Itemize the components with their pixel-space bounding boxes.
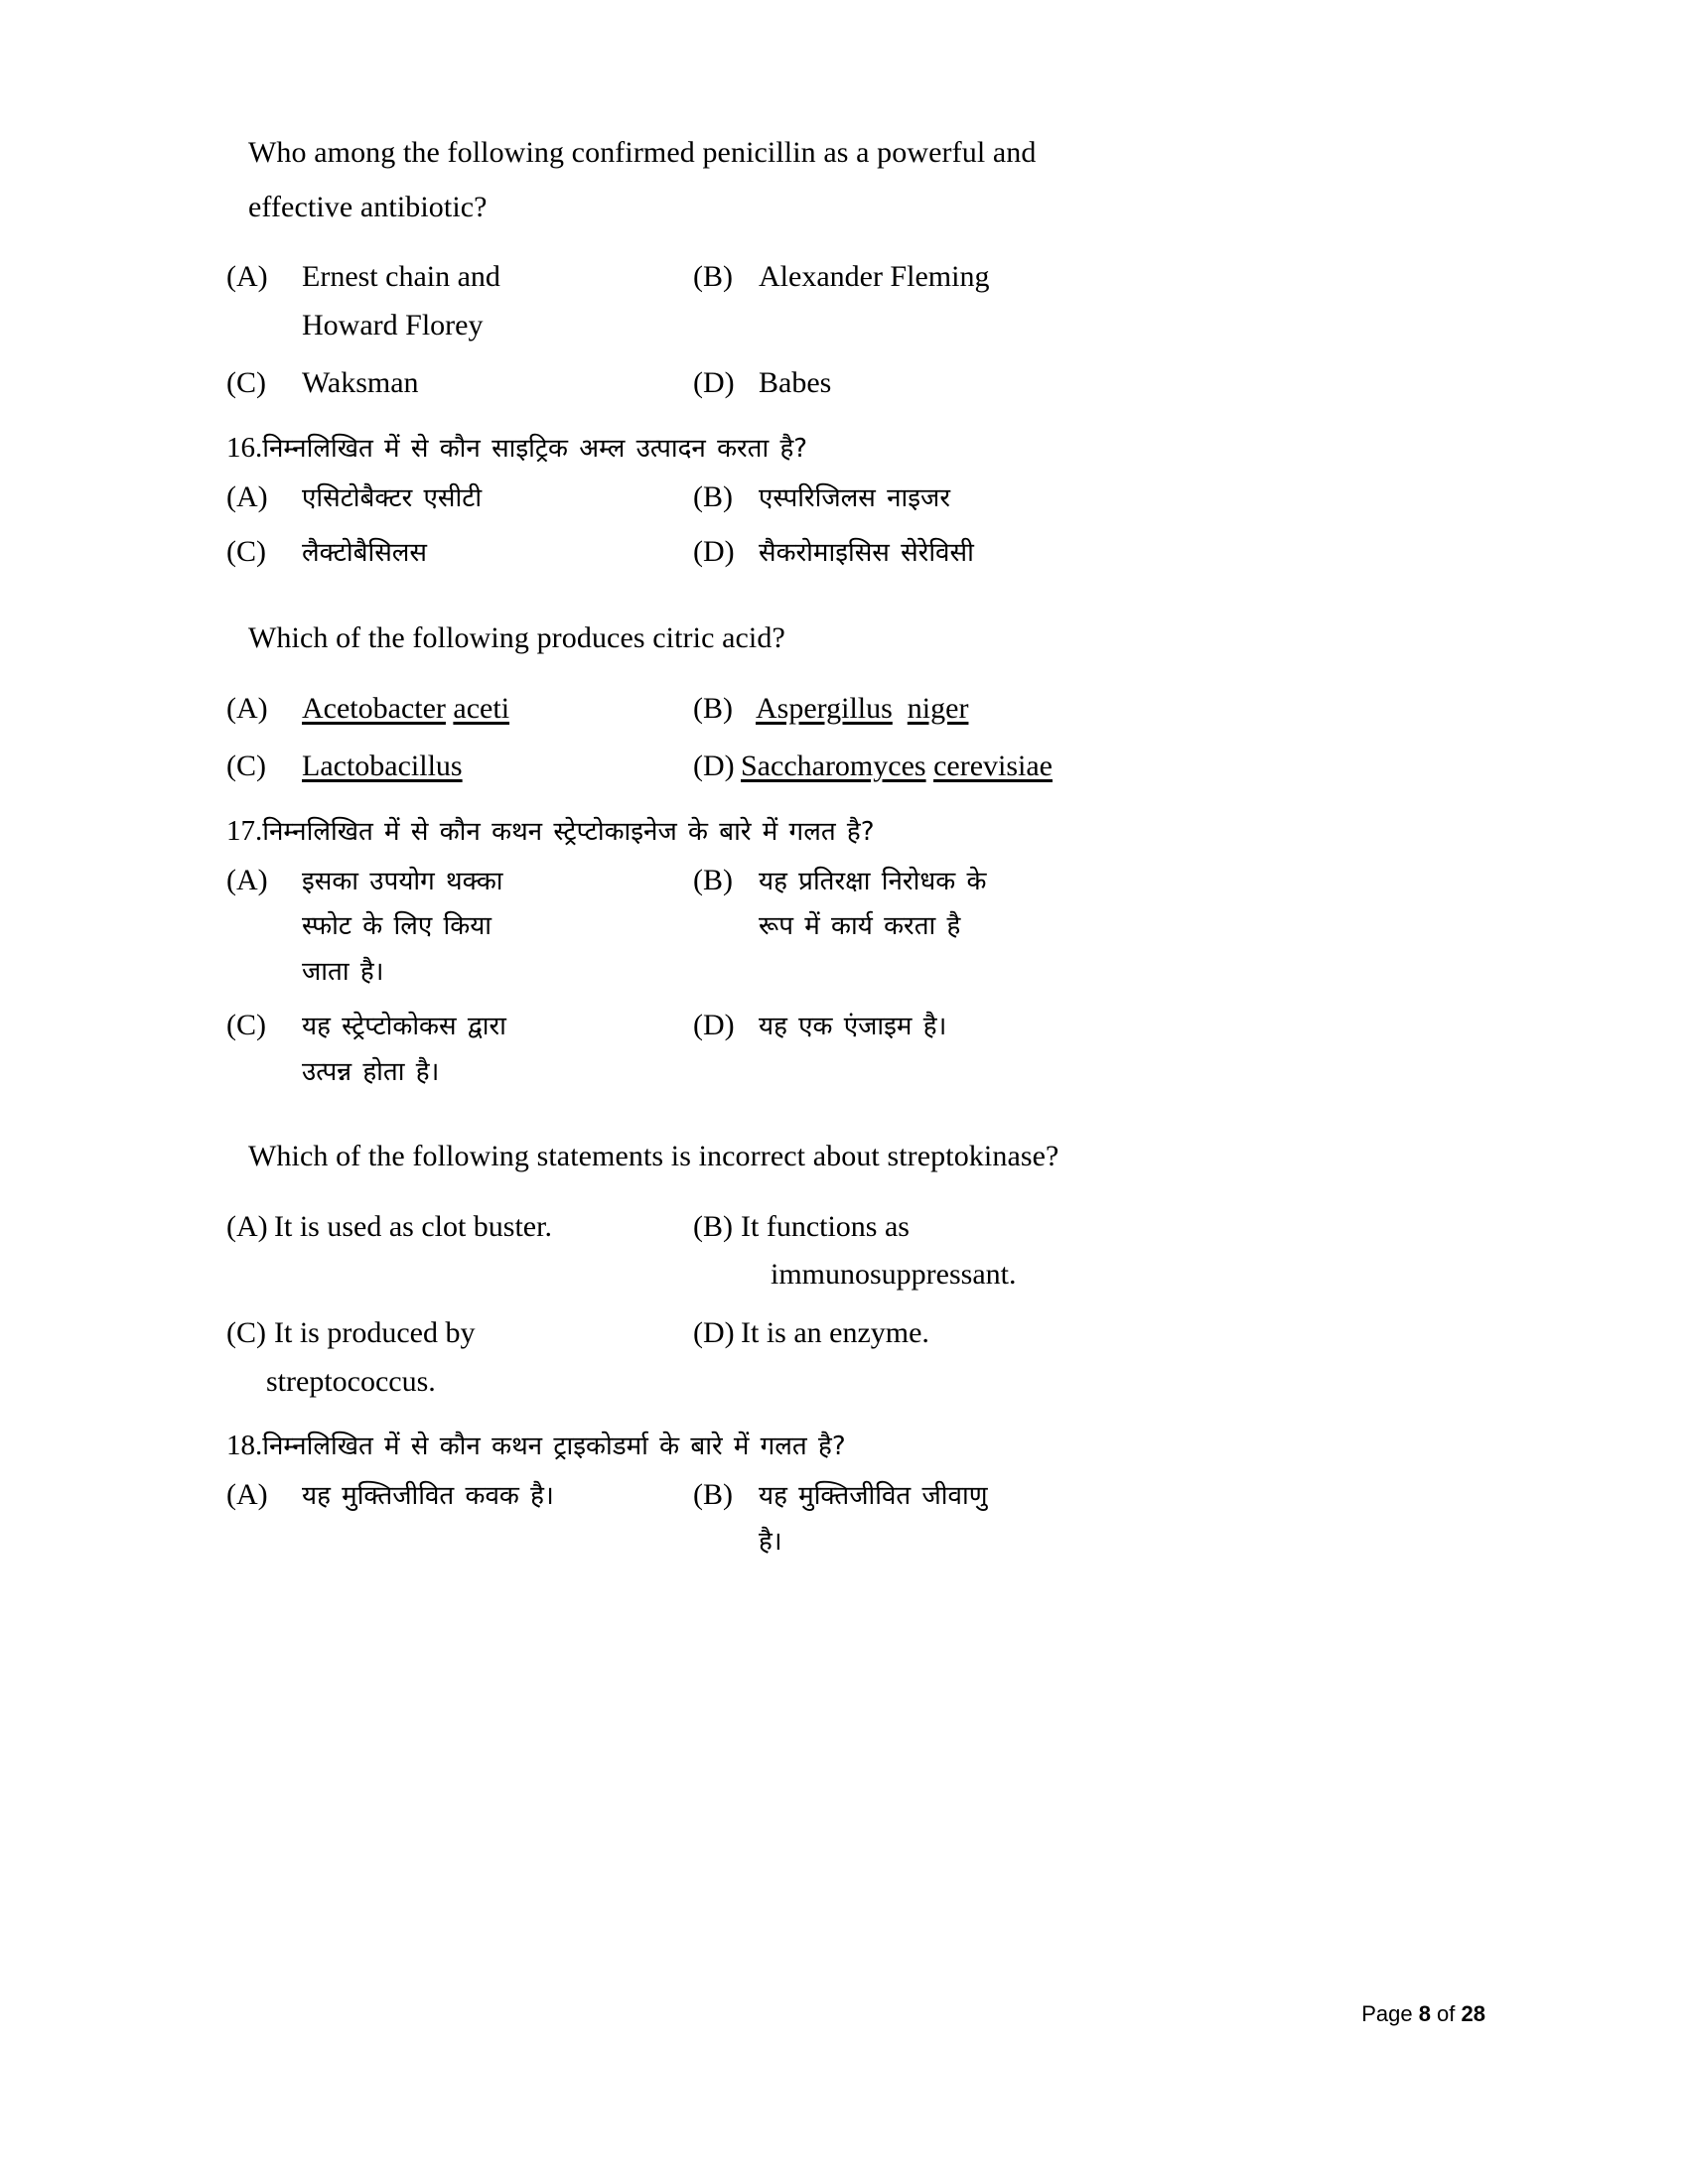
q17-option-d-label: (D) bbox=[693, 1009, 735, 1042]
q17-en-option-c-text bbox=[266, 1309, 693, 1406]
spacer bbox=[226, 669, 1477, 679]
q17-option-a[interactable] bbox=[226, 860, 693, 996]
footer-total-pages: 28 bbox=[1461, 2001, 1485, 2026]
question-17-block bbox=[226, 809, 1477, 1416]
q16-options-english bbox=[226, 685, 1477, 801]
question-15-block bbox=[226, 129, 1477, 418]
q17-stem-hindi-text: निम्नलिखित में से कौन कथन स्ट्रेप्टोकाइनेज के बारे में गलत है? bbox=[262, 816, 875, 847]
q15-option-d-label: (D) bbox=[693, 366, 735, 400]
q17-en-option-b[interactable] bbox=[693, 1203, 1477, 1299]
page-content bbox=[226, 129, 1477, 1580]
q17-en-option-b-text bbox=[741, 1203, 1477, 1299]
q15-stem-line1: Who among the following confirmed penicillin as a powerful and bbox=[248, 136, 1037, 169]
q16-option-d-label: (D) bbox=[693, 535, 735, 569]
page-footer bbox=[1361, 2001, 1485, 2027]
q17-en-option-c-label: (C) bbox=[226, 1315, 266, 1349]
q17-option-c-line1: यह स्ट्रेप्टोकोकस द्वारा bbox=[302, 1012, 506, 1042]
spacer bbox=[226, 1111, 1477, 1133]
q18-option-b-line1: यह मुक्तिजीवित जीवाणु bbox=[759, 1481, 988, 1512]
q17-en-option-d[interactable] bbox=[693, 1309, 1477, 1406]
q16-en-option-b-label: (B) bbox=[693, 691, 733, 725]
q16-option-c-label: (C) bbox=[226, 535, 266, 569]
q17-en-option-c[interactable] bbox=[226, 1309, 693, 1406]
q17-option-b-label: (B) bbox=[693, 863, 733, 896]
q18-option-a[interactable] bbox=[226, 1474, 693, 1565]
q17-en-option-b-line2: immunosuppressant. bbox=[771, 1258, 1017, 1292]
q15-option-b[interactable] bbox=[693, 253, 1477, 349]
q15-option-a-text bbox=[302, 253, 693, 349]
q15-options bbox=[226, 253, 1477, 418]
q15-option-a-line1: Ernest chain and bbox=[302, 260, 500, 294]
q16-en-option-c[interactable] bbox=[226, 743, 693, 791]
q17-option-a-line1: इसका उपयोग थक्का bbox=[302, 866, 503, 896]
q18-option-a-text: यह मुक्तिजीवित कवक है। bbox=[302, 1481, 554, 1512]
q15-option-d-text: Babes bbox=[759, 366, 832, 400]
q16-stem-hindi-text: निम्नलिखित में से कौन साइट्रिक अम्ल उत्पादन करता है? bbox=[262, 433, 808, 464]
q16-options-hindi bbox=[226, 477, 1477, 587]
q17-options-hindi bbox=[226, 860, 1477, 1106]
q18-stem-hindi bbox=[226, 1424, 1477, 1468]
q17-option-b-line2: रूप में कार्य करता है bbox=[759, 911, 961, 942]
q16-en-option-d-text bbox=[741, 743, 1477, 791]
q16-option-d[interactable] bbox=[693, 531, 1477, 577]
question-16-block bbox=[226, 426, 1477, 801]
q17-option-d[interactable] bbox=[693, 1005, 1477, 1095]
q18-stem-hindi-text: निम्नलिखित में से कौन कथन ट्राइकोडर्मा के बारे में गलत है? bbox=[262, 1432, 846, 1462]
q16-option-a-label: (A) bbox=[226, 479, 268, 513]
q17-en-option-d-text: It is an enzyme. bbox=[741, 1315, 929, 1349]
q15-stem-line2: effective antibiotic? bbox=[248, 190, 488, 223]
footer-prefix: Page bbox=[1361, 2001, 1419, 2026]
q18-option-b-label: (B) bbox=[693, 1478, 733, 1512]
q16-option-b[interactable] bbox=[693, 477, 1477, 522]
q16-en-option-c-genus: Lactobacillus bbox=[302, 750, 463, 783]
q18-number: 18. bbox=[226, 1430, 263, 1462]
q17-stem-english: Which of the following statements is incorrect about streptokinase? bbox=[248, 1140, 1059, 1173]
q18-option-b-text bbox=[759, 1474, 1477, 1565]
q15-option-c-label: (C) bbox=[226, 366, 266, 400]
q16-option-c[interactable] bbox=[226, 531, 693, 577]
q16-en-option-b-genus: Aspergillus bbox=[756, 691, 893, 725]
q16-en-option-a[interactable] bbox=[226, 685, 693, 734]
q17-en-option-c-line2: streptococcus. bbox=[266, 1364, 436, 1398]
q16-en-option-b-text bbox=[741, 685, 1477, 734]
spacer bbox=[226, 593, 1477, 614]
q17-stem-hindi bbox=[226, 809, 1477, 854]
q16-en-option-b[interactable] bbox=[693, 685, 1477, 734]
q17-en-option-a[interactable] bbox=[226, 1203, 693, 1299]
q16-en-option-d-species: cerevisiae bbox=[933, 750, 1053, 783]
q17-en-option-a-label: (A) bbox=[226, 1209, 268, 1243]
q16-option-b-text: एस्परिजिलस नाइजर bbox=[759, 482, 950, 513]
q16-stem-english: Which of the following produces citric acid? bbox=[248, 620, 785, 654]
q16-option-a[interactable] bbox=[226, 477, 693, 522]
q16-option-c-text: लैक्टोबैसिलस bbox=[302, 538, 427, 569]
q16-en-option-d[interactable] bbox=[693, 743, 1477, 791]
q18-options-hindi bbox=[226, 1474, 1477, 1574]
q16-option-b-label: (B) bbox=[693, 479, 733, 513]
q18-option-b-line2: है। bbox=[759, 1526, 782, 1557]
q15-option-a-line2: Howard Florey bbox=[302, 308, 484, 341]
q17-option-a-label: (A) bbox=[226, 863, 268, 896]
q16-option-a-text: एसिटोबैक्टर एसीटी bbox=[302, 482, 483, 513]
q17-option-c[interactable] bbox=[226, 1005, 693, 1095]
q16-en-option-d-genus: Saccharomyces bbox=[741, 750, 926, 783]
q17-option-b[interactable] bbox=[693, 860, 1477, 996]
q18-option-a-label: (A) bbox=[226, 1478, 268, 1512]
q17-option-c-text bbox=[302, 1005, 693, 1095]
q16-en-option-c-label: (C) bbox=[226, 750, 266, 783]
question-18-block bbox=[226, 1424, 1477, 1574]
q16-en-option-b-species: niger bbox=[907, 691, 969, 725]
q16-en-option-a-species: aceti bbox=[453, 691, 510, 725]
q17-option-a-line3: जाता है। bbox=[302, 956, 384, 987]
footer-page-number: 8 bbox=[1418, 2001, 1431, 2026]
q17-number: 17. bbox=[226, 814, 263, 847]
q17-en-option-b-label: (B) bbox=[693, 1209, 733, 1243]
q17-option-a-line2: स्फोट के लिए किया bbox=[302, 911, 492, 942]
q15-option-a-label: (A) bbox=[226, 260, 268, 294]
q17-option-b-text bbox=[759, 860, 1477, 950]
q17-en-option-c-line1: It is produced by bbox=[274, 1315, 476, 1349]
q17-option-d-text: यह एक एंजाइम है। bbox=[759, 1012, 947, 1042]
q15-option-c[interactable] bbox=[226, 359, 693, 408]
q18-option-b[interactable] bbox=[693, 1474, 1477, 1565]
spacer bbox=[226, 1187, 1477, 1197]
q16-en-option-a-label: (A) bbox=[226, 691, 268, 725]
q17-option-a-text bbox=[302, 860, 693, 996]
q17-en-option-b-line1: It functions as bbox=[741, 1209, 910, 1243]
q15-option-d[interactable] bbox=[693, 359, 1477, 408]
spacer bbox=[226, 237, 1477, 247]
q17-option-c-label: (C) bbox=[226, 1009, 266, 1042]
q16-en-option-a-text bbox=[302, 685, 693, 734]
q17-en-option-a-text: It is used as clot buster. bbox=[274, 1209, 552, 1243]
q15-option-b-label: (B) bbox=[693, 260, 733, 294]
q16-en-option-a-genus: Acetobacter bbox=[302, 691, 446, 725]
q15-option-c-text: Waksman bbox=[302, 366, 419, 400]
q16-option-d-text: सैकरोमाइसिस सेरेविसी bbox=[759, 538, 974, 569]
q16-en-option-c-text bbox=[302, 743, 693, 791]
q16-number: 16. bbox=[226, 431, 263, 464]
q17-option-c-line2: उत्पन्न होता है। bbox=[302, 1056, 440, 1087]
footer-middle: of bbox=[1430, 2001, 1462, 2026]
q17-option-b-line1: यह प्रतिरक्षा निरोधक के bbox=[759, 866, 987, 896]
q17-en-option-d-label: (D) bbox=[693, 1315, 735, 1349]
q15-option-a[interactable] bbox=[226, 253, 693, 349]
q17-options-english bbox=[226, 1203, 1477, 1416]
q16-en-option-d-label: (D) bbox=[693, 750, 735, 783]
q16-stem-hindi bbox=[226, 426, 1477, 471]
q15-option-b-text: Alexander Fleming bbox=[759, 260, 990, 294]
